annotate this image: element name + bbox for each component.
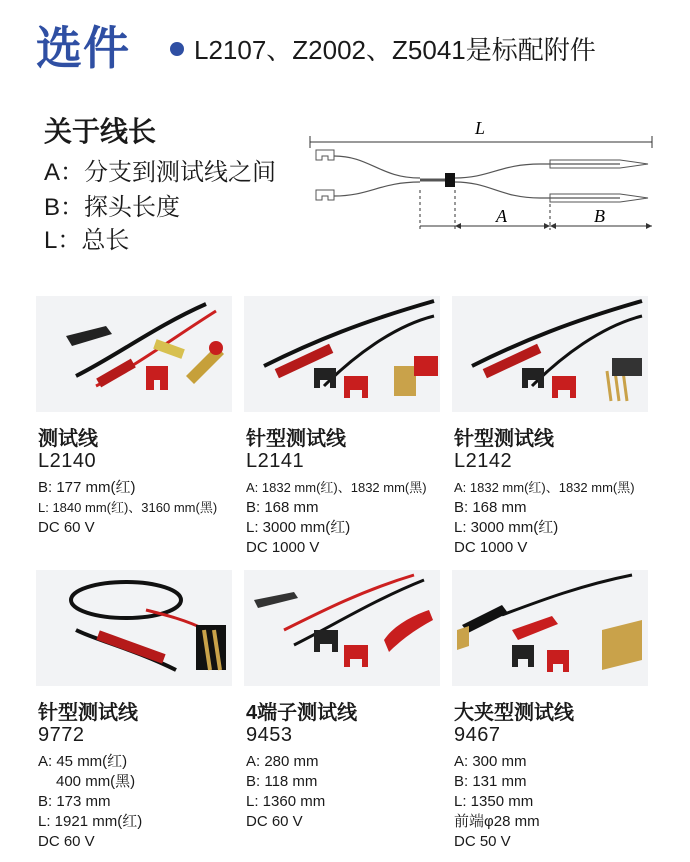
product-specs-l2142 — [454, 478, 635, 558]
product-image-9772 — [36, 570, 232, 686]
product-name-9453: 4端子测试线 — [246, 702, 358, 724]
label-B: B — [594, 206, 605, 226]
spec-line: L: 1360 mm — [246, 793, 326, 810]
spec-line: A: 1832 mm(红)、1832 mm(黑) — [454, 480, 635, 495]
length-heading: 关于线长 — [44, 116, 157, 147]
product-name-9772: 针型测试线 — [38, 702, 138, 724]
product-model-9467: 9467 — [454, 724, 501, 746]
length-item-a: A：分支到测试线之间 — [44, 159, 277, 186]
spec-line: 前端φ28 mm — [454, 813, 540, 830]
spec-line: L: 1350 mm — [454, 793, 534, 810]
spec-line: B: 168 mm — [454, 499, 527, 516]
spec-line: A: 45 mm(红) — [38, 753, 128, 770]
spec-line: B: 118 mm — [246, 773, 318, 790]
splitter-block — [445, 173, 455, 187]
product-name-l2141: 针型测试线 — [246, 428, 346, 450]
product-model-l2142: L2142 — [454, 450, 513, 472]
product-specs-l2140 — [38, 478, 217, 538]
spec-line: A: 300 mm — [454, 753, 527, 770]
product-specs-9467 — [454, 752, 540, 852]
spec-line: B: 173 mm — [38, 793, 111, 810]
spec-line: A: 1832 mm(红)、1832 mm(黑) — [246, 480, 427, 495]
product-specs-9772 — [38, 752, 142, 852]
product-name-9467: 大夹型测试线 — [454, 702, 574, 724]
product-model-9453: 9453 — [246, 724, 293, 746]
spec-line: DC 1000 V — [246, 539, 320, 556]
cable-length-diagram — [300, 112, 670, 242]
spec-line: A: 280 mm — [246, 753, 319, 770]
product-specs-9453 — [246, 752, 325, 832]
length-item-l: L：总长 — [44, 227, 130, 254]
product-specs-l2141 — [246, 478, 427, 558]
label-A: A — [496, 206, 507, 226]
spec-line: DC 1000 V — [454, 539, 528, 556]
spec-line: 400 mm(黑) — [56, 773, 136, 790]
spec-line: L: 3000 mm(红) — [246, 519, 351, 536]
spec-line: DC 60 V — [38, 833, 95, 850]
product-image-9467 — [452, 570, 648, 686]
product-image-9453 — [244, 570, 440, 686]
page-title: 选件 — [36, 22, 130, 74]
spec-line: L: 1921 mm(红) — [38, 813, 143, 830]
product-name-l2140: 测试线 — [38, 428, 98, 450]
spec-line: L: 1840 mm(红)、3160 mm(黑) — [38, 500, 218, 515]
spec-line: DC 50 V — [454, 833, 511, 850]
subtitle-text: L2107、Z2002、Z5041是标配附件 — [194, 35, 596, 65]
spec-line: B: 131 mm — [454, 773, 527, 790]
product-image-l2141 — [244, 296, 440, 412]
spec-line: DC 60 V — [38, 519, 95, 536]
product-model-9772: 9772 — [38, 724, 85, 746]
product-image-l2140 — [36, 296, 232, 412]
spec-line: B: 177 mm(红) — [38, 479, 136, 496]
length-item-b: B：探头长度 — [44, 194, 181, 221]
product-name-l2142: 针型测试线 — [454, 428, 554, 450]
bullet-dot-icon — [170, 42, 184, 56]
product-image-l2142 — [452, 296, 648, 412]
spec-line: B: 168 mm — [246, 499, 319, 516]
standard-accessories-note — [170, 30, 596, 67]
product-model-l2140: L2140 — [38, 450, 97, 472]
label-L: L — [475, 118, 486, 138]
spec-line: L: 3000 mm(红) — [454, 519, 559, 536]
product-model-l2141: L2141 — [246, 450, 305, 472]
spec-line: DC 60 V — [246, 813, 303, 830]
